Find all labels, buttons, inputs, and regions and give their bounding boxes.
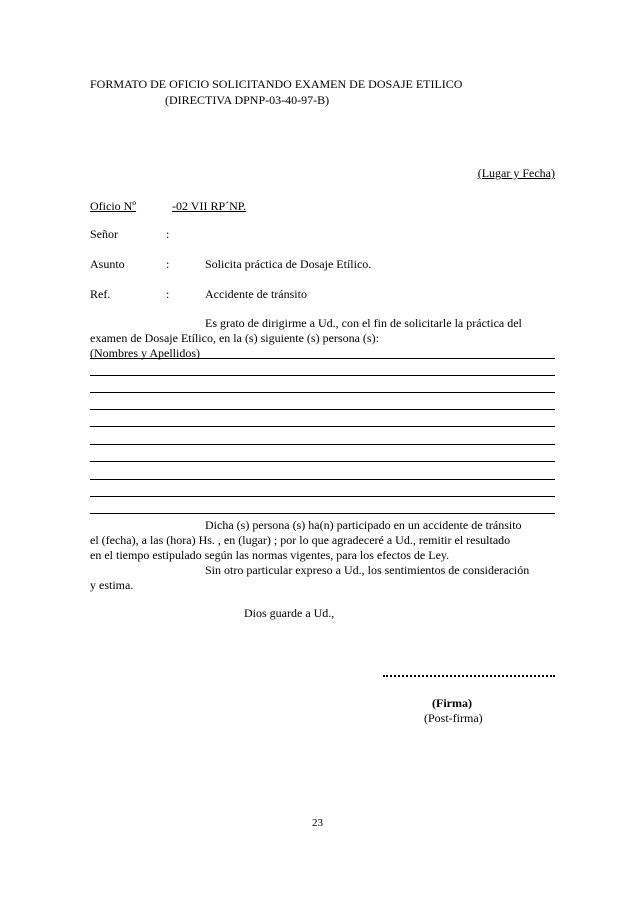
page-number: 23 [312, 817, 323, 829]
signature-post-firma: (Post-firma) [424, 711, 483, 725]
field-separator: : [166, 257, 170, 271]
blank-name-line [90, 358, 555, 359]
blank-name-line [90, 444, 555, 445]
body-paragraph-2-line-1: Dicha (s) persona (s) ha(n) participado en un accidente de tránsito [205, 518, 522, 532]
directive-reference: (DIRECTIVA DPNP-03-40-97-B) [165, 93, 330, 107]
body-paragraph-1-line-1: Es grato de dirigirme a Ud., con el fin de solicitarle la práctica del [205, 316, 522, 330]
field-label-senor: Señor [90, 227, 118, 241]
oficio-number: -02 VII RP´NP. [172, 199, 247, 213]
oficio-label: Oficio Nº [90, 199, 137, 213]
body-paragraph-2-line-2: el (fecha), a las (hora) Hs. , en (lugar) ; por lo que agradeceré a Ud., remitir el resultado [90, 533, 511, 547]
names-label: (Nombres y Apellidos) [90, 346, 200, 360]
field-value-asunto: Solicita práctica de Dosaje Etílico. [205, 257, 372, 271]
signature-firma: (Firma) [432, 696, 472, 710]
body-paragraph-1-line-2: examen de Dosaje Etílico, en la (s) siguiente (s) persona (s): [90, 331, 379, 345]
field-label-asunto: Asunto [90, 257, 125, 271]
blank-name-line [90, 392, 555, 393]
blank-name-line [90, 409, 555, 410]
blank-name-line [90, 496, 555, 497]
place-and-date: (Lugar y Fecha) [477, 166, 555, 180]
body-paragraph-2-line-3: en el tiempo estipulado según las normas vigentes, para los efectos de Ley. [90, 548, 450, 562]
blank-name-line [90, 513, 555, 514]
closing-greeting: Dios guarde a Ud., [244, 606, 335, 620]
blank-name-line [90, 461, 555, 462]
field-label-ref: Ref. [90, 287, 111, 301]
document-title: FORMATO DE OFICIO SOLICITANDO EXAMEN DE DOSAJE ETILICO [90, 77, 463, 91]
body-paragraph-3-line-1: Sin otro particular expreso a Ud., los sentimientos de consideración [205, 563, 530, 577]
blank-name-line [90, 426, 555, 427]
body-paragraph-3-line-2: y estima. [90, 578, 134, 592]
blank-name-line [90, 479, 555, 480]
field-separator: : [166, 227, 170, 241]
signature-dotted-line [383, 675, 555, 677]
blank-name-line [90, 375, 555, 376]
field-separator: : [166, 287, 170, 301]
field-value-ref: Accidente de tránsito [205, 287, 307, 301]
